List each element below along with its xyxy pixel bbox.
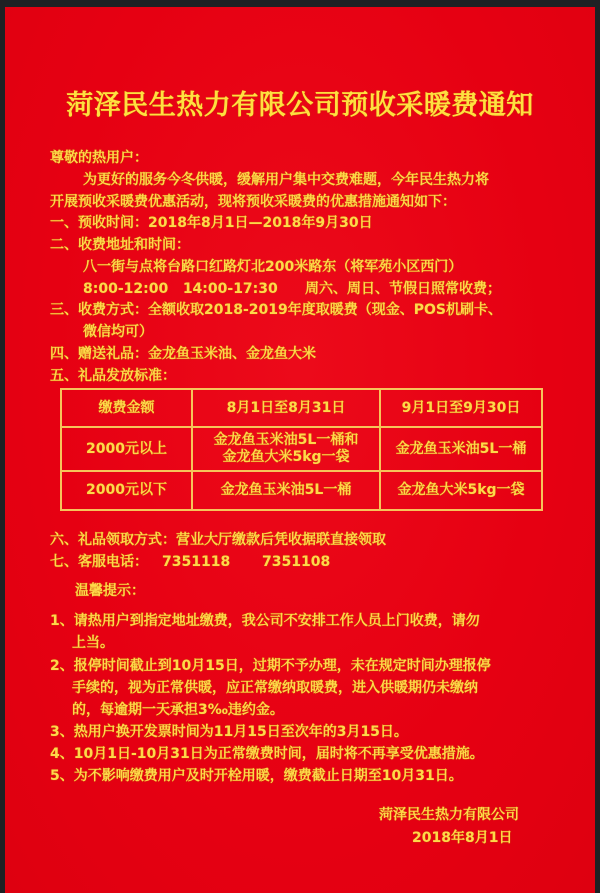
item-2-hours: 8:00-12:00 14:00-17:30 <box>83 281 278 297</box>
table-header-amount: 缴费金额 <box>61 389 192 427</box>
item-2-weekend-note: 周六、周日、节假日照常收费； <box>305 281 501 297</box>
table-cell-august-gift: 金龙鱼玉米油5L一桶 <box>192 471 380 510</box>
table-header-row <box>61 389 542 427</box>
table-cell-amount: 2000元以上 <box>61 427 192 471</box>
item-4-gifts: 四、赠送礼品：金龙鱼玉米油、金龙鱼大米 <box>50 346 316 362</box>
phone-number-1: 7351118 <box>162 554 231 570</box>
signature-date: 2018年8月1日 <box>412 830 513 846</box>
table-header-september: 9月1日至9月30日 <box>380 389 542 427</box>
table-row <box>61 427 542 471</box>
item-6-gift-pickup: 六、礼品领取方式：营业大厅缴款后凭收据联直接领取 <box>50 532 386 548</box>
item-3-payment-method-cont: 微信均可） <box>83 324 153 340</box>
tip-5: 5、为不影响缴费用户及时开栓用暖，缴费截止日期至10月31日。 <box>50 768 463 784</box>
phone-number-2: 7351108 <box>262 554 331 570</box>
table-cell-september-gift: 金龙鱼玉米油5L一桶 <box>380 427 542 471</box>
tip-4: 4、10月1日-10月31日为正常缴费时间，届时将不再享受优惠措施。 <box>50 746 484 762</box>
table-cell-amount: 2000元以下 <box>61 471 192 510</box>
item-7-phone-label: 七、客服电话： <box>50 554 148 570</box>
table-row <box>61 471 542 510</box>
gift-line: 金龙鱼大米5kg一袋 <box>222 449 350 465</box>
item-5-gift-standard: 五、礼品发放标准： <box>50 368 176 384</box>
tip-3: 3、热用户换开发票时间为11月15日至次年的3月15日。 <box>50 724 408 740</box>
table-header-august: 8月1日至8月31日 <box>192 389 380 427</box>
notice-poster <box>5 7 595 893</box>
tip-1: 1、请热用户到指定地址缴费，我公司不安排工作人员上门收费，请勿 <box>50 613 480 629</box>
tip-2-cont-2: 的，每逾期一天承担3‰违约金。 <box>72 702 284 718</box>
tips-heading: 温馨提示： <box>75 583 145 599</box>
table-cell-august-gift <box>192 427 380 471</box>
table-cell-september-gift: 金龙鱼大米5kg一袋 <box>380 471 542 510</box>
notice-title: 菏泽民生热力有限公司预收采暖费通知 <box>66 90 534 121</box>
item-2-address-heading: 二、收费地址和时间： <box>50 237 190 253</box>
greeting: 尊敬的热用户： <box>50 150 148 166</box>
signature-company: 菏泽民生热力有限公司 <box>379 807 519 823</box>
tip-2: 2、报停时间截止到10月15日，过期不予办理，未在规定时间办理报停 <box>50 658 491 674</box>
intro-line-2: 开展预收采暖费优惠活动，现将预收采暖费的优惠措施通知如下： <box>50 194 456 210</box>
gift-line: 金龙鱼玉米油5L一桶和 <box>213 432 359 448</box>
item-1-prepay-period: 一、预收时间：2018年8月1日—2018年9月30日 <box>50 215 373 231</box>
tip-1-cont: 上当。 <box>72 635 114 651</box>
gift-standard-table <box>60 388 543 511</box>
intro-line-1: 为更好的服务今冬供暖，缓解用户集中交费难题，今年民生热力将 <box>83 172 489 188</box>
item-2-address: 八一街与点将台路口红路灯北200米路东（将军苑小区西门） <box>83 259 463 275</box>
tip-2-cont-1: 手续的，视为正常供暖，应正常缴纳取暖费，进入供暖期仍未缴纳 <box>72 680 478 696</box>
item-3-payment-method: 三、收费方式：全额收取2018-2019年度取暖费（现金、POS机刷卡、 <box>50 302 502 318</box>
